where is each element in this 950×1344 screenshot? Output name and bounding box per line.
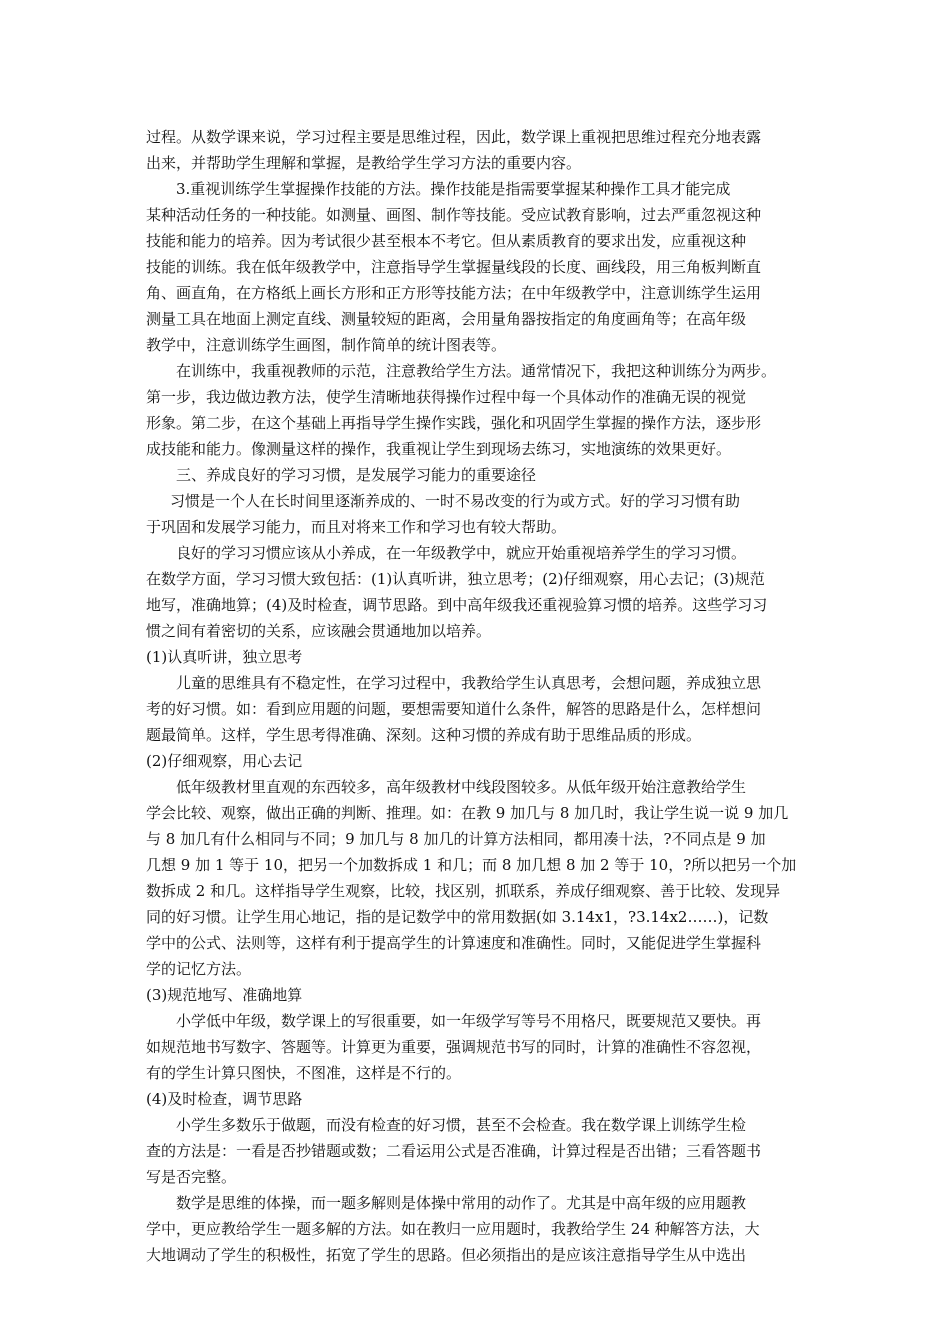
text-line: 惯之间有着密切的关系，应该融会贯通地加以培养。 xyxy=(146,622,492,640)
text-line: (4)及时检查，调节思路 xyxy=(146,1090,303,1108)
text-line: 教学中，注意训练学生画图，制作简单的统计图表等。 xyxy=(146,336,507,354)
text-line: 如规范地书写数字、答题等。计算更为重要，强调规范书写的同时，计算的准确性不容忽视， xyxy=(146,1038,762,1056)
text-line: 几想 9 加 1 等于 10，把另一个加数拆成 1 和几；而 8 加几想 8 加 2 等于 10，?所以把另一个加 xyxy=(146,856,797,874)
text-line: 成技能和能力。像测量这样的操作，我重视让学生到现场去练习，实地演练的效果更好。 xyxy=(146,440,732,458)
text-line: 技能的训练。我在低年级教学中，注意指导学生掌握量线段的长度、画线段，用三角板判断直 xyxy=(146,258,762,276)
text-line: 查的方法是：一看是否抄错题或数；二看运用公式是否准确，计算过程是否出错；三看答题书 xyxy=(146,1142,762,1160)
text-line: 技能和能力的培养。因为考试很少甚至根本不考它。但从素质教育的要求出发，应重视这种 xyxy=(146,232,747,250)
text-line: 学中，更应教给学生一题多解的方法。如在教归一应用题时，我教给学生 24 种解答方法，大 xyxy=(146,1220,760,1238)
text-line: 学会比较、观察，做出正确的判断、推理。如：在教 9 加几与 8 加几时，我让学生说一说 9 加几 xyxy=(146,804,789,822)
text-line: 数拆成 2 和几。这样指导学生观察，比较，找区别，抓联系，养成仔细观察、善于比较、发现异 xyxy=(146,882,781,900)
text-line: 题最简单。这样，学生思考得准确、深刻。这种习惯的养成有助于思维品质的形成。 xyxy=(146,726,702,744)
text-line: 测量工具在地面上测定直线、测量较短的距离，会用量角器按指定的角度画角等；在高年级 xyxy=(146,310,747,328)
text-line: 过程。从数学课来说，学习过程主要是思维过程，因此，数学课上重视把思维过程充分地表露 xyxy=(146,128,762,146)
text-line: 角、画直角，在方格纸上画长方形和正方形等技能方法；在中年级教学中，注意训练学生运用 xyxy=(146,284,762,302)
text-line: (1)认真听讲，独立思考 xyxy=(146,648,303,666)
text-line: 同的好习惯。让学生用心地记，指的是记数学中的常用数据(如 3.14x1，?3.14x2……)，记数 xyxy=(146,908,769,926)
text-line: 在数学方面，学习习惯大致包括：(1)认真听讲，独立思考；(2)仔细观察，用心去记；(3)规范 xyxy=(146,570,765,588)
text-line: 大地调动了学生的积极性，拓宽了学生的思路。但必须指出的是应该注意指导学生从中选出 xyxy=(146,1246,747,1264)
text-line: 出来，并帮助学生理解和掌握，是教给学生学习方法的重要内容。 xyxy=(146,154,582,172)
text-line: 数学是思维的体操，而一题多解则是体操中常用的动作了。尤其是中高年级的应用题教 xyxy=(176,1194,747,1212)
text-line: 地写，准确地算；(4)及时检查，调节思路。到中高年级我还重视验算习惯的培养。这些学习习 xyxy=(146,596,768,614)
text-line: 习惯是一个人在长时间里逐渐养成的、一时不易改变的行为或方式。好的学习习惯有助 xyxy=(170,492,741,510)
text-line: 三、养成良好的学习习惯，是发展学习能力的重要途径 xyxy=(176,466,537,484)
text-line: 儿童的思维具有不稳定性，在学习过程中，我教给学生认真思考，会想问题，养成独立思 xyxy=(176,674,762,692)
text-line: 于巩固和发展学习能力，而且对将来工作和学习也有较大帮助。 xyxy=(146,518,567,536)
text-line: 第一步，我边做边教方法，使学生清晰地获得操作过程中每一个具体动作的准确无误的视觉 xyxy=(146,388,747,406)
text-line: 良好的学习习惯应该从小养成，在一年级教学中，就应开始重视培养学生的学习习惯。 xyxy=(176,544,747,562)
text-line: 3.重视训练学生掌握操作技能的方法。操作技能是指需要掌握某种操作工具才能完成 xyxy=(176,180,731,198)
text-line: 低年级教材里直观的东西较多，高年级教材中线段图较多。从低年级开始注意教给学生 xyxy=(176,778,747,796)
text-line: 形象。第二步，在这个基础上再指导学生操作实践，强化和巩固学生掌握的操作方法，逐步形 xyxy=(146,414,762,432)
text-line: 考的好习惯。如：看到应用题的问题，要想需要知道什么条件，解答的思路是什么，怎样想问 xyxy=(146,700,762,718)
text-line: 某种活动任务的一种技能。如测量、画图、制作等技能。受应试教育影响，过去严重忽视这种 xyxy=(146,206,762,224)
text-line: (2)仔细观察，用心去记 xyxy=(146,752,303,770)
text-line: 小学生多数乐于做题，而没有检查的好习惯，甚至不会检查。我在数学课上训练学生检 xyxy=(176,1116,747,1134)
text-line: 与 8 加几有什么相同与不同；9 加几与 8 加几的计算方法相同，都用凑十法，?不同点是 9 加 xyxy=(146,830,766,848)
text-line: 写是否完整。 xyxy=(146,1168,237,1186)
text-line: 小学低中年级，数学课上的写很重要，如一年级学写等号不用格尺，既要规范又要快。再 xyxy=(176,1012,762,1030)
document-body xyxy=(146,124,808,1268)
text-line: 有的学生计算只图快，不图准，这样是不行的。 xyxy=(146,1064,462,1082)
text-line: 学中的公式、法则等，这样有利于提高学生的计算速度和准确性。同时，又能促进学生掌握科 xyxy=(146,934,762,952)
text-line: 在训练中，我重视教师的示范，注意教给学生方法。通常情况下，我把这种训练分为两步。 xyxy=(176,362,777,380)
text-line: 学的记忆方法。 xyxy=(146,960,252,978)
text-line: (3)规范地写、准确地算 xyxy=(146,986,303,1004)
